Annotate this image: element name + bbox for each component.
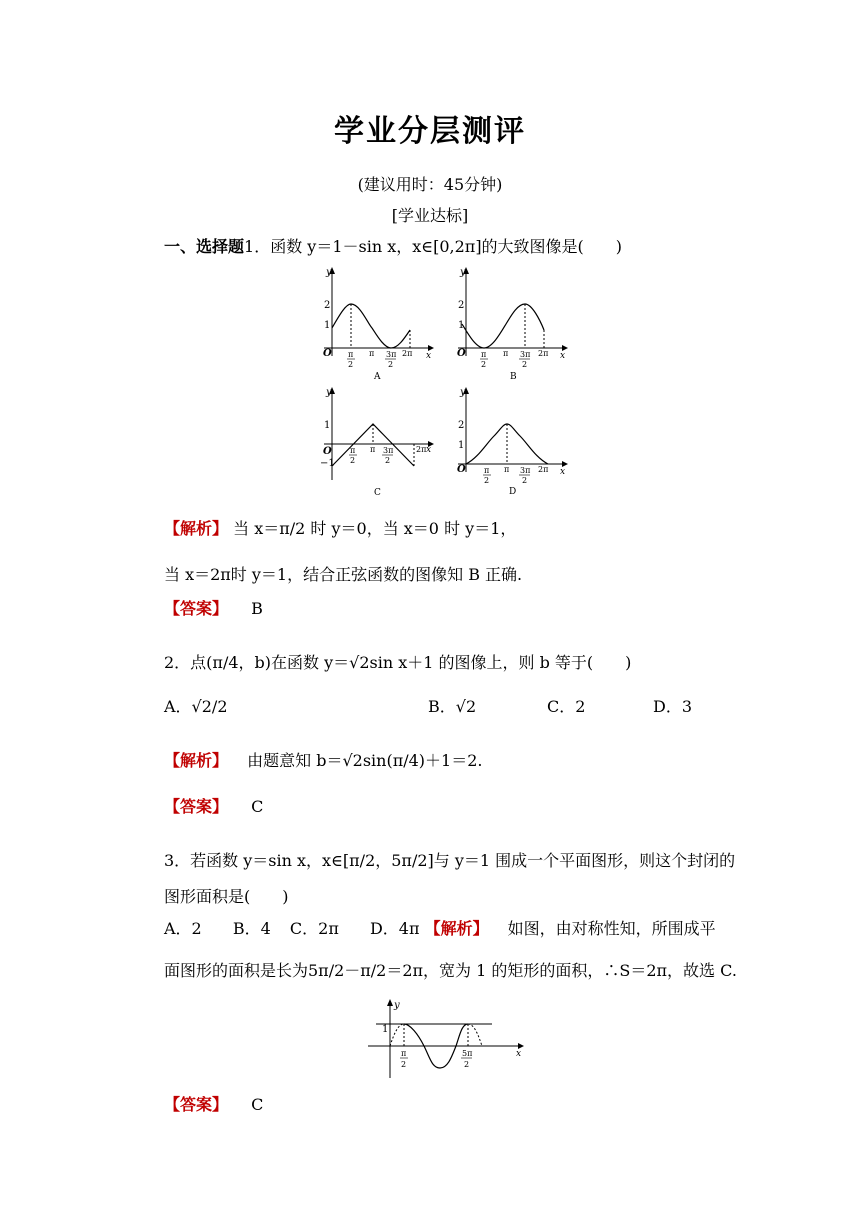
q1-answer: 【答案】 B <box>164 599 263 618</box>
graph-c <box>318 384 436 502</box>
graph-c-label: C <box>374 488 381 498</box>
svg-text:y: y <box>394 1000 400 1011</box>
graph-a-label: A <box>374 372 381 382</box>
svg-text:2: 2 <box>348 360 354 369</box>
q3-figure <box>366 998 530 1082</box>
svg-text:π: π <box>503 349 509 358</box>
svg-text:3π: 3π <box>520 350 531 359</box>
svg-text:2: 2 <box>522 360 528 369</box>
graph-d-label: D <box>509 487 517 497</box>
svg-text:y: y <box>326 267 332 278</box>
svg-text:y: y <box>460 387 466 398</box>
q3-stem-line1: 3．若函数 y＝sin x，x∈[π/2，5π/2]与 y＝1 围成一个平面图形，则这个封闭的 <box>164 851 736 870</box>
q2-stem: 2．点(π/4，b)在函数 y＝√2sin x＋1 的图像上，则 b 等于( ) <box>164 653 632 672</box>
svg-text:π: π <box>504 465 510 474</box>
svg-text:x: x <box>560 467 566 477</box>
svg-text:x: x <box>560 351 566 361</box>
q3-answer: 【答案】 C <box>164 1095 264 1114</box>
svg-text:y: y <box>460 267 466 278</box>
time-note: (建议用时：45分钟) <box>357 175 503 194</box>
svg-text:π: π <box>401 1049 407 1058</box>
svg-text:O: O <box>457 464 466 475</box>
svg-text:2π: 2π <box>416 445 427 454</box>
svg-text:x: x <box>516 1049 522 1059</box>
q3-analysis-line2: 面图形的面积是长为5π/2－π/2＝2π，宽为 1 的矩形的面积，∴S＝2π，故选 C. <box>164 961 737 980</box>
svg-text:3π: 3π <box>386 350 397 359</box>
svg-text:2π: 2π <box>538 465 549 474</box>
q2-option-d: D．3 <box>653 697 693 716</box>
graph-b-label: B <box>510 372 517 382</box>
analysis-tag: 【解析】 <box>164 519 229 538</box>
q3-option-c: C．2π <box>289 919 339 938</box>
svg-text:π: π <box>481 350 487 359</box>
svg-text:2: 2 <box>522 476 528 485</box>
svg-text:π: π <box>484 466 490 475</box>
svg-text:2: 2 <box>385 456 391 465</box>
svg-text:2π: 2π <box>402 349 413 358</box>
svg-text:x: x <box>426 445 432 455</box>
svg-text:O: O <box>323 348 332 359</box>
svg-text:π: π <box>348 350 354 359</box>
graph-b <box>452 264 570 382</box>
svg-text:1: 1 <box>324 420 331 431</box>
q2-answer: 【答案】 C <box>164 797 264 816</box>
svg-text:3π: 3π <box>383 446 394 455</box>
svg-text:1: 1 <box>458 440 465 451</box>
svg-text:2: 2 <box>324 300 331 311</box>
svg-text:3π: 3π <box>520 466 531 475</box>
section-label: [学业达标] <box>391 206 469 225</box>
svg-text:O: O <box>457 348 466 359</box>
q2-option-a: A．√2/2 <box>164 697 228 716</box>
q2-analysis: 【解析】 由题意知 b＝√2sin(π/4)＋1＝2. <box>164 751 483 770</box>
q3-stem-line2: 图形面积是( ) <box>164 887 289 906</box>
svg-text:π: π <box>369 349 375 358</box>
svg-text:2: 2 <box>350 456 356 465</box>
svg-text:2: 2 <box>481 360 487 369</box>
svg-text:π: π <box>370 445 376 454</box>
svg-text:−1: −1 <box>320 458 335 469</box>
svg-text:π: π <box>350 446 356 455</box>
q1-analysis: 【解析】 当 x＝π/2 时 y＝0，当 x＝0 时 y＝1， <box>164 519 517 538</box>
svg-text:2: 2 <box>458 420 465 431</box>
q3-option-d: D．4π <box>369 919 420 938</box>
q3-options: A．2 B．4 C．2π D．4π 【解析】 如图，由对称性知，所围成平 <box>164 919 716 938</box>
part-label: 一、选择题 <box>164 237 245 256</box>
q1-stem: 一、选择题1．函数 y＝1－sin x，x∈[0,2π]的大致图像是( ) <box>164 237 623 256</box>
graph-d <box>452 384 570 502</box>
answer-tag: 【答案】 <box>164 599 229 618</box>
svg-text:O: O <box>323 446 332 457</box>
svg-text:2: 2 <box>484 476 490 485</box>
svg-text:2: 2 <box>458 300 465 311</box>
q2-option-b: B．√2 <box>428 697 477 716</box>
q3-option-b: B．4 <box>232 919 271 938</box>
svg-text:2: 2 <box>401 1060 407 1069</box>
svg-text:x: x <box>426 351 432 361</box>
svg-text:y: y <box>326 387 332 398</box>
svg-text:1: 1 <box>458 320 465 331</box>
svg-text:5π: 5π <box>462 1049 473 1058</box>
svg-text:2π: 2π <box>538 349 549 358</box>
svg-text:2: 2 <box>464 1060 470 1069</box>
graph-a <box>318 264 436 382</box>
svg-text:2: 2 <box>388 360 394 369</box>
q3-option-a: A．2 <box>164 919 202 938</box>
page-title: 学业分层测评 <box>334 114 526 149</box>
svg-text:1: 1 <box>324 320 331 331</box>
svg-text:1: 1 <box>382 1024 389 1035</box>
q2-option-c: C．2 <box>547 697 586 716</box>
q1-analysis-line2: 当 x＝2π时 y＝1，结合正弦函数的图像知 B 正确. <box>164 565 523 584</box>
